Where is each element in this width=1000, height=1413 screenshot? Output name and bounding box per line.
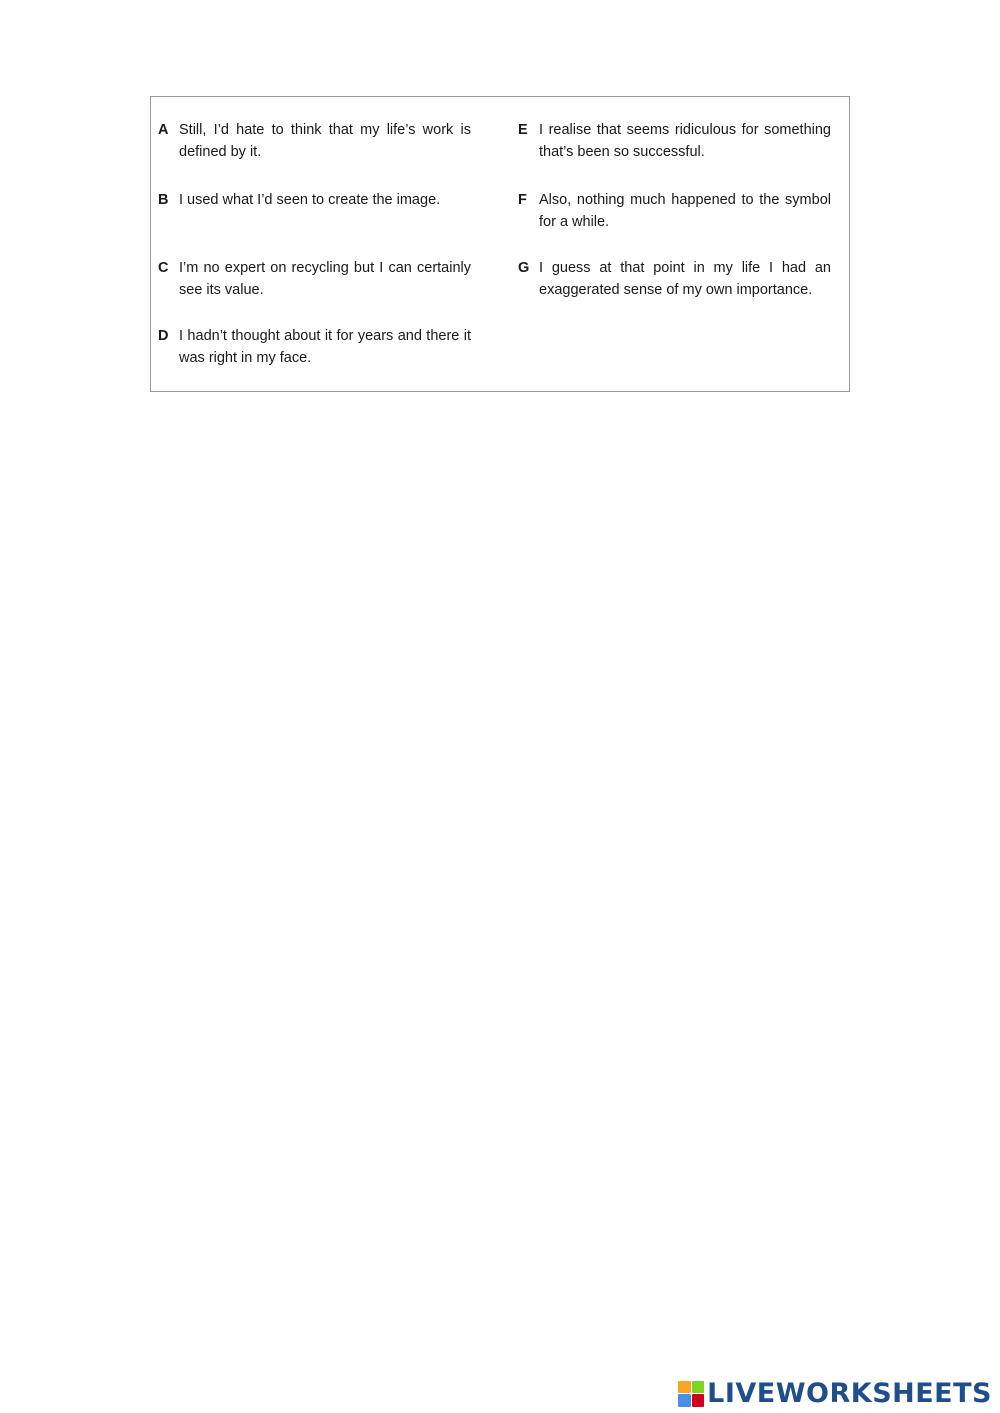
option-letter: E <box>518 122 528 138</box>
option-text: I hadn’t thought about it for years and there it was right in my face. <box>179 328 471 366</box>
logo-block <box>678 1381 691 1394</box>
option-c <box>151 258 471 301</box>
option-f <box>511 190 831 233</box>
option-letter: G <box>518 260 530 276</box>
liveworksheets-logo <box>678 1380 992 1407</box>
logo-blocks-icon <box>678 1381 704 1407</box>
option-a <box>151 120 471 163</box>
option-g <box>511 258 831 301</box>
option-text: Still, I’d hate to think that my life’s work is defined by it. <box>179 122 471 160</box>
option-letter: B <box>158 192 169 208</box>
logo-block <box>692 1381 705 1394</box>
option-text: I guess at that point in my life I had an exaggerated sense of my own importance. <box>539 260 831 298</box>
option-text: Also, nothing much happened to the symbol for a while. <box>539 192 831 230</box>
option-text: I’m no expert on recycling but I can certainly see its value. <box>179 260 471 298</box>
brand-name: LIVEWORKSHEETS <box>707 1378 992 1409</box>
option-text: I used what I’d seen to create the image. <box>179 192 441 208</box>
option-letter: C <box>158 260 169 276</box>
option-letter: A <box>158 122 169 138</box>
option-text: I realise that seems ridiculous for something that’s been so successful. <box>539 122 831 160</box>
option-b <box>151 190 471 212</box>
option-letter: F <box>518 192 527 208</box>
logo-block <box>692 1394 705 1407</box>
option-e <box>511 120 831 163</box>
options-box <box>150 96 850 392</box>
logo-block <box>678 1394 691 1407</box>
option-d <box>151 326 471 369</box>
option-letter: D <box>158 328 169 344</box>
